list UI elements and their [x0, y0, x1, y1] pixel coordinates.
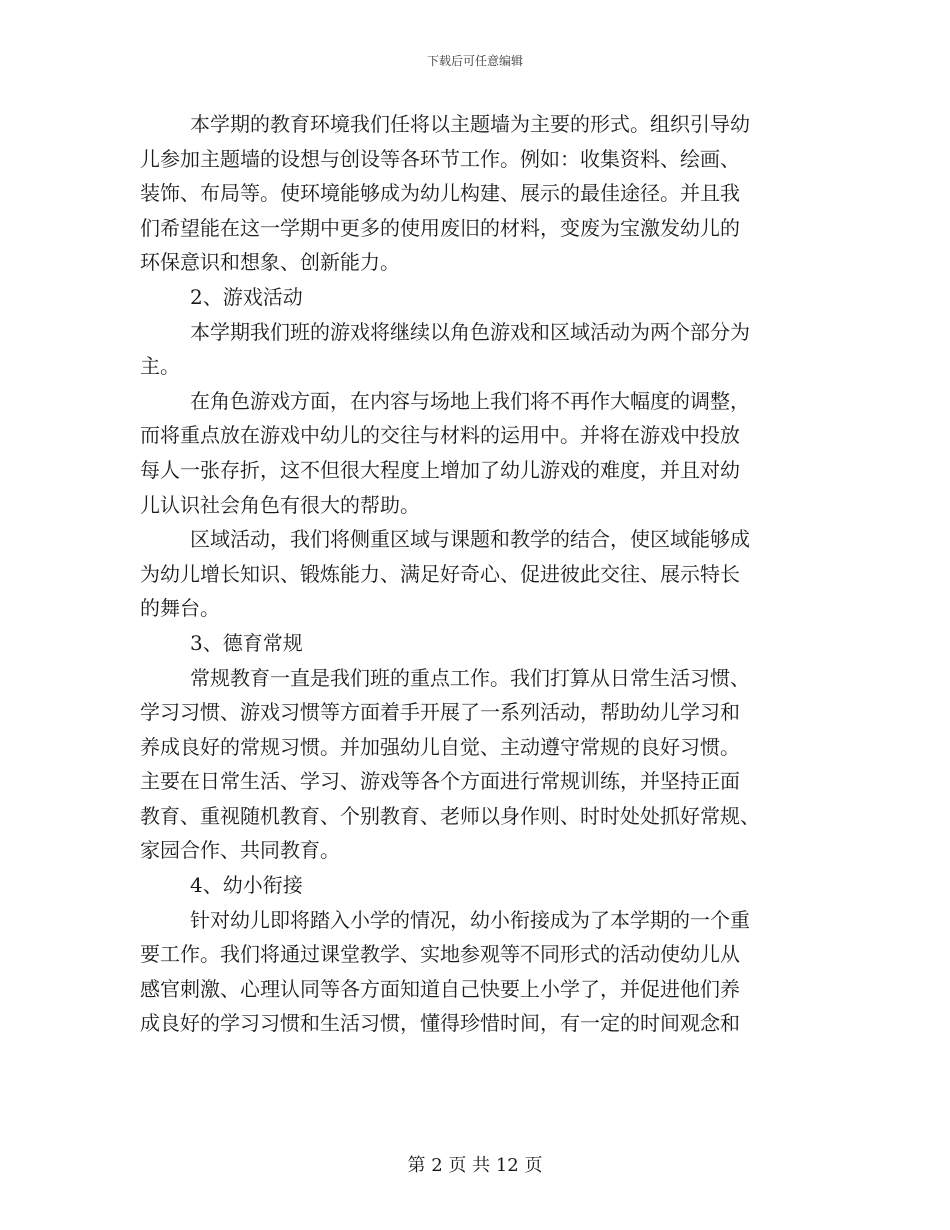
text-line: 在角色游戏方面，在内容与场地上我们将不再作大幅度的调整， — [190, 388, 750, 413]
text-line: 环保意识和想象、创新能力。 — [140, 250, 400, 275]
text-line: 3、德育常规 — [190, 630, 303, 655]
text-line: 每人一张存折，这不但很大程度上增加了幼儿游戏的难度，并且对幼 — [140, 457, 740, 482]
text-line: 儿参加主题墙的设想与创设等各环节工作。例如：收集资料、绘画、 — [140, 146, 740, 171]
page-footer: 第 2 页 共 12 页 — [407, 1155, 543, 1176]
text-line: 成良好的学习习惯和生活习惯，懂得珍惜时间，有一定的时间观念和 — [140, 1011, 740, 1036]
text-line: 区域活动，我们将侧重区域与课题和教学的结合，使区域能够成 — [190, 527, 750, 552]
text-line: 4、幼小衔接 — [190, 873, 303, 898]
text-line: 养成良好的常规习惯。并加强幼儿自觉、主动遵守常规的良好习惯。 — [140, 734, 740, 759]
text-line: 学习习惯、游戏习惯等方面着手开展了一系列活动，帮助幼儿学习和 — [140, 700, 740, 725]
text-line: 本学期我们班的游戏将继续以角色游戏和区域活动为两个部分为 — [190, 319, 750, 344]
text-line: 教育、重视随机教育、个别教育、老师以身作则、时时处处抓好常规、 — [140, 803, 760, 828]
text-line: 感官刺激、心理认同等各方面知道自己快要上小学了，并促进他们养 — [140, 976, 740, 1001]
text-line: 儿认识社会角色有很大的帮助。 — [140, 492, 420, 517]
text-line: 要工作。我们将通过课堂教学、实地参观等不同形式的活动使幼儿从 — [140, 942, 740, 967]
document-body — [140, 107, 820, 1041]
text-line: 本学期的教育环境我们任将以主题墙为主要的形式。组织引导幼 — [190, 112, 750, 136]
text-line: 2、游戏活动 — [190, 284, 303, 309]
text-line: 装饰、布局等。使环境能够成为幼儿构建、展示的最佳途径。并且我 — [140, 181, 740, 206]
text-line: 们希望能在这一学期中更多的使用废旧的材料，变废为宝激发幼儿的 — [140, 215, 740, 240]
text-line: 常规教育一直是我们班的重点工作。我们打算从日常生活习惯、 — [190, 665, 750, 690]
page-header: 下载后可任意编辑 — [426, 54, 523, 68]
text-line: 的舞台。 — [140, 596, 220, 621]
text-line: 针对幼儿即将踏入小学的情况，幼小衔接成为了本学期的一个重 — [190, 907, 750, 932]
text-line: 而将重点放在游戏中幼儿的交往与材料的运用中。并将在游戏中投放 — [140, 423, 740, 448]
text-line: 主要在日常生活、学习、游戏等各个方面进行常规训练，并坚持正面 — [140, 769, 740, 794]
text-line: 为幼儿增长知识、锻炼能力、满足好奇心、促进彼此交往、展示特长 — [140, 561, 740, 586]
text-line: 主。 — [140, 354, 180, 379]
text-line: 家园合作、共同教育。 — [140, 838, 340, 863]
